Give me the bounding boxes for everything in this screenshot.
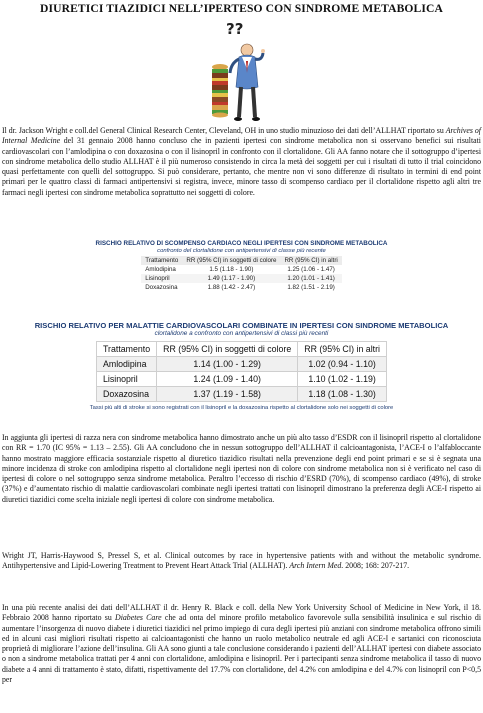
- table-cell: 1.5 (1.18 - 1.90): [209, 266, 254, 273]
- table-title: RISCHIO RELATIVO DI SCOMPENSO CARDIACO NEGLI IPERTESI CON SINDROME METABOLICA: [95, 240, 388, 247]
- table-row: [97, 386, 387, 401]
- table-cell: 1.37 (1.19 - 1.58): [157, 386, 298, 401]
- column-header: RR (95% CI) in altri: [298, 341, 387, 356]
- table-cell: 1.49 (1.17 - 1.90): [182, 274, 280, 283]
- table-header-row: [141, 256, 342, 265]
- column-header: RR (95% CI) in altri: [280, 256, 341, 265]
- paragraph-black-analysis: In una più recente analisi dei dati dell’ALLHAT il dr. Henry R. Black e coll. della New York University School of Medicine in New York, il 18. Febbraio 2008 hanno riportato su Diabetes Care che ad onta del minore profilo metabolico favorevole sulla sensibilità insulinica e sul rischio di aumentare l’insorgenza di nuovo diabete i diuretici tiazidici nel primo impiego di cura degli ipertesi più anziani con sindrome metabolica offrono simili ed in alcuni casi migliori risultati rispetto ai calcioantagonisti che hanno un ruolo metabolico neutrale ed agli ACE-I e sartanici con riconosciuta proprietà di migliorare l’azione dell’insulina. Gli AA sono giunti a tale conclusione considerando i pazienti dell’ALLHAT ipertesi con diabete associato o non a sindrome metabolica trattati per 4 anni con clortalidone, amlodipina e lisinopril. Per i partecipanti senza sindrome metabolica il tasso di nuovo diabete a 4 anni di trattamento è stato, difatti, rispettivamente del 17.7% con clortalidone, del 4.2% con amlodipina e del 4.7% con lisinopril con P<0,5 per: [2, 603, 481, 685]
- page-title: DIURETICI TIAZIDICI NELL’IPERTESO CON SINDROME METABOLICA: [40, 2, 443, 15]
- table-header-row: [97, 341, 387, 356]
- table-cell: Doxazosina: [97, 386, 157, 401]
- table-cell: 1.25 (1.06 - 1.47): [287, 266, 335, 273]
- table-subtitle: confronto del clortalidone con antipertensivi di classe più recente: [157, 248, 326, 254]
- column-header: Trattamento: [97, 341, 157, 356]
- table-cell: Amlodipina: [145, 266, 176, 273]
- table-cell: 1.88 (1.42 - 2.47): [207, 284, 256, 291]
- reference-citation: Wright JT, Harris-Haywood S, Pressel S, et al. Clinical outcomes by race in hypertensive patients with and without the metabolic syndrome. Antihypertensive and Lipid-Lowering Treatment to Prevent Heart Attack Trial (ALLHAT). Arch Intern Med. 2008; 168: 207-217.: [2, 551, 481, 571]
- table-row: [97, 371, 387, 386]
- table-row: [141, 274, 342, 283]
- paragraph-wright-study: Il dr. Jackson Wright e coll.del General Clinical Research Center, Cleveland, OH in uno studio minuzioso dei dati dell’ALLHAT riportato su Archives of Internal Medicine del 31 gennaio 2008 hanno concluso che in pazienti ipertesi con sindrome metabolica non si osservano benefici sui risultati cardiovascolari con l’amlodipina o con doxazosina o con il lisinopril in confronto con il clortalidone. Gli AA fanno notare che il sottogruppo d’ipertesi con sindrome metabolica dello studio ALLHAT è il più numeroso consistendo in circa la metà dei soggetti per cui i risultati di tutto il trial coincidono quasi perfettamente con quelli del sottogruppo. Si può considerare, pertanto, che mentre non vi sono differenze di risultato in termini di end point primari per le quattro classi di farmaci antipertensivi si registra, invece, minore tasso di scompenso cardiaco per il clortalidone rispetto agli altri tre farmaci negli ipertesi con sindrome metabolica soprattutto nei soggetti di colore.: [2, 126, 481, 197]
- table-heart-failure-risk: [0, 240, 483, 292]
- table-combined-cv-risk: [0, 321, 483, 411]
- column-header: Trattamento: [141, 256, 182, 265]
- table-row: [141, 283, 342, 292]
- table-row: [97, 356, 387, 371]
- table-title: RISCHIO RELATIVO PER MALATTIE CARDIOVASCOLARI COMBINATE IN IPERTESI CON SINDROME METABOLICA: [34, 321, 449, 330]
- overeating-man-food-stack-icon: [206, 17, 278, 127]
- column-header: RR (95% CI) in soggetti di colore: [157, 341, 298, 356]
- table-cell: 1.20 (1.01 - 1.41): [280, 274, 341, 283]
- table-footnote: Tassi più alti di stroke si sono registrati con il lisinopril e la doxazosina rispetto al clortalidone solo nei soggetti di colore: [89, 404, 394, 411]
- table-cell: 1.02 (0.94 - 1.10): [298, 356, 387, 371]
- table-cell: 1.10 (1.02 - 1.19): [298, 371, 387, 386]
- paragraph-conclusions: In aggiunta gli ipertesi di razza nera con sindrome metabolica hanno dimostrato anche un più alto tasso d’ESDR con il lisinopril rispetto al clortalidone con RR = 1.70 (IC 95% = 1.13 – 2.55). Gli AA concludono che in nessun sottogruppo dell’ALLHAT il calcioantagonista, l’ACE-I o l’alfabloccante hanno mostrato maggiore efficacia sostanziale rispetto al diuretico tiazidico risultati nella prevenzione degli end point primari e se si è segnata una minore incidenza di stroke con amlodipina rispetto al clortalidone negli ipertesi non di colore con sindrome metabolica non si è verificato nel caso di ipertesi di colore o nel sottogruppo senza sindrome metabolica. Peraltro l’eccesso di rischio d’ESRD (70%), di scompenso cardiaco (49%), di stroke (37%) e d’aumentato rischio di malattie cardiovascolari combinate negli ipertesi trattati con lisinopril dimostrano la preferenza degli ACE-I rispetto ai diuretici tiazidici come scelta iniziale negli ipertesi di colore con sindrome metabolica.: [2, 433, 481, 504]
- table-cell: 1.14 (1.00 - 1.29): [157, 356, 298, 371]
- table-row: [141, 265, 342, 274]
- table-cell: Lisinopril: [141, 274, 182, 283]
- table-cell: Amlodipina: [97, 356, 157, 371]
- table-cell: 1.18 (1.08 - 1.30): [298, 386, 387, 401]
- column-header: RR (95% CI) in soggetti di colore: [182, 256, 280, 265]
- table-cell: Doxazosina: [145, 284, 178, 291]
- question-marks: ??: [226, 20, 244, 38]
- food-stack: [212, 64, 228, 118]
- table-cell: Lisinopril: [97, 371, 157, 386]
- table-cell: 1.24 (1.09 - 1.40): [157, 371, 298, 386]
- table-cell: 1.82 (1.51 - 2.19): [287, 284, 335, 291]
- table-subtitle: clortalidone a confronto con antipertensivi di classi più recenti: [154, 330, 329, 337]
